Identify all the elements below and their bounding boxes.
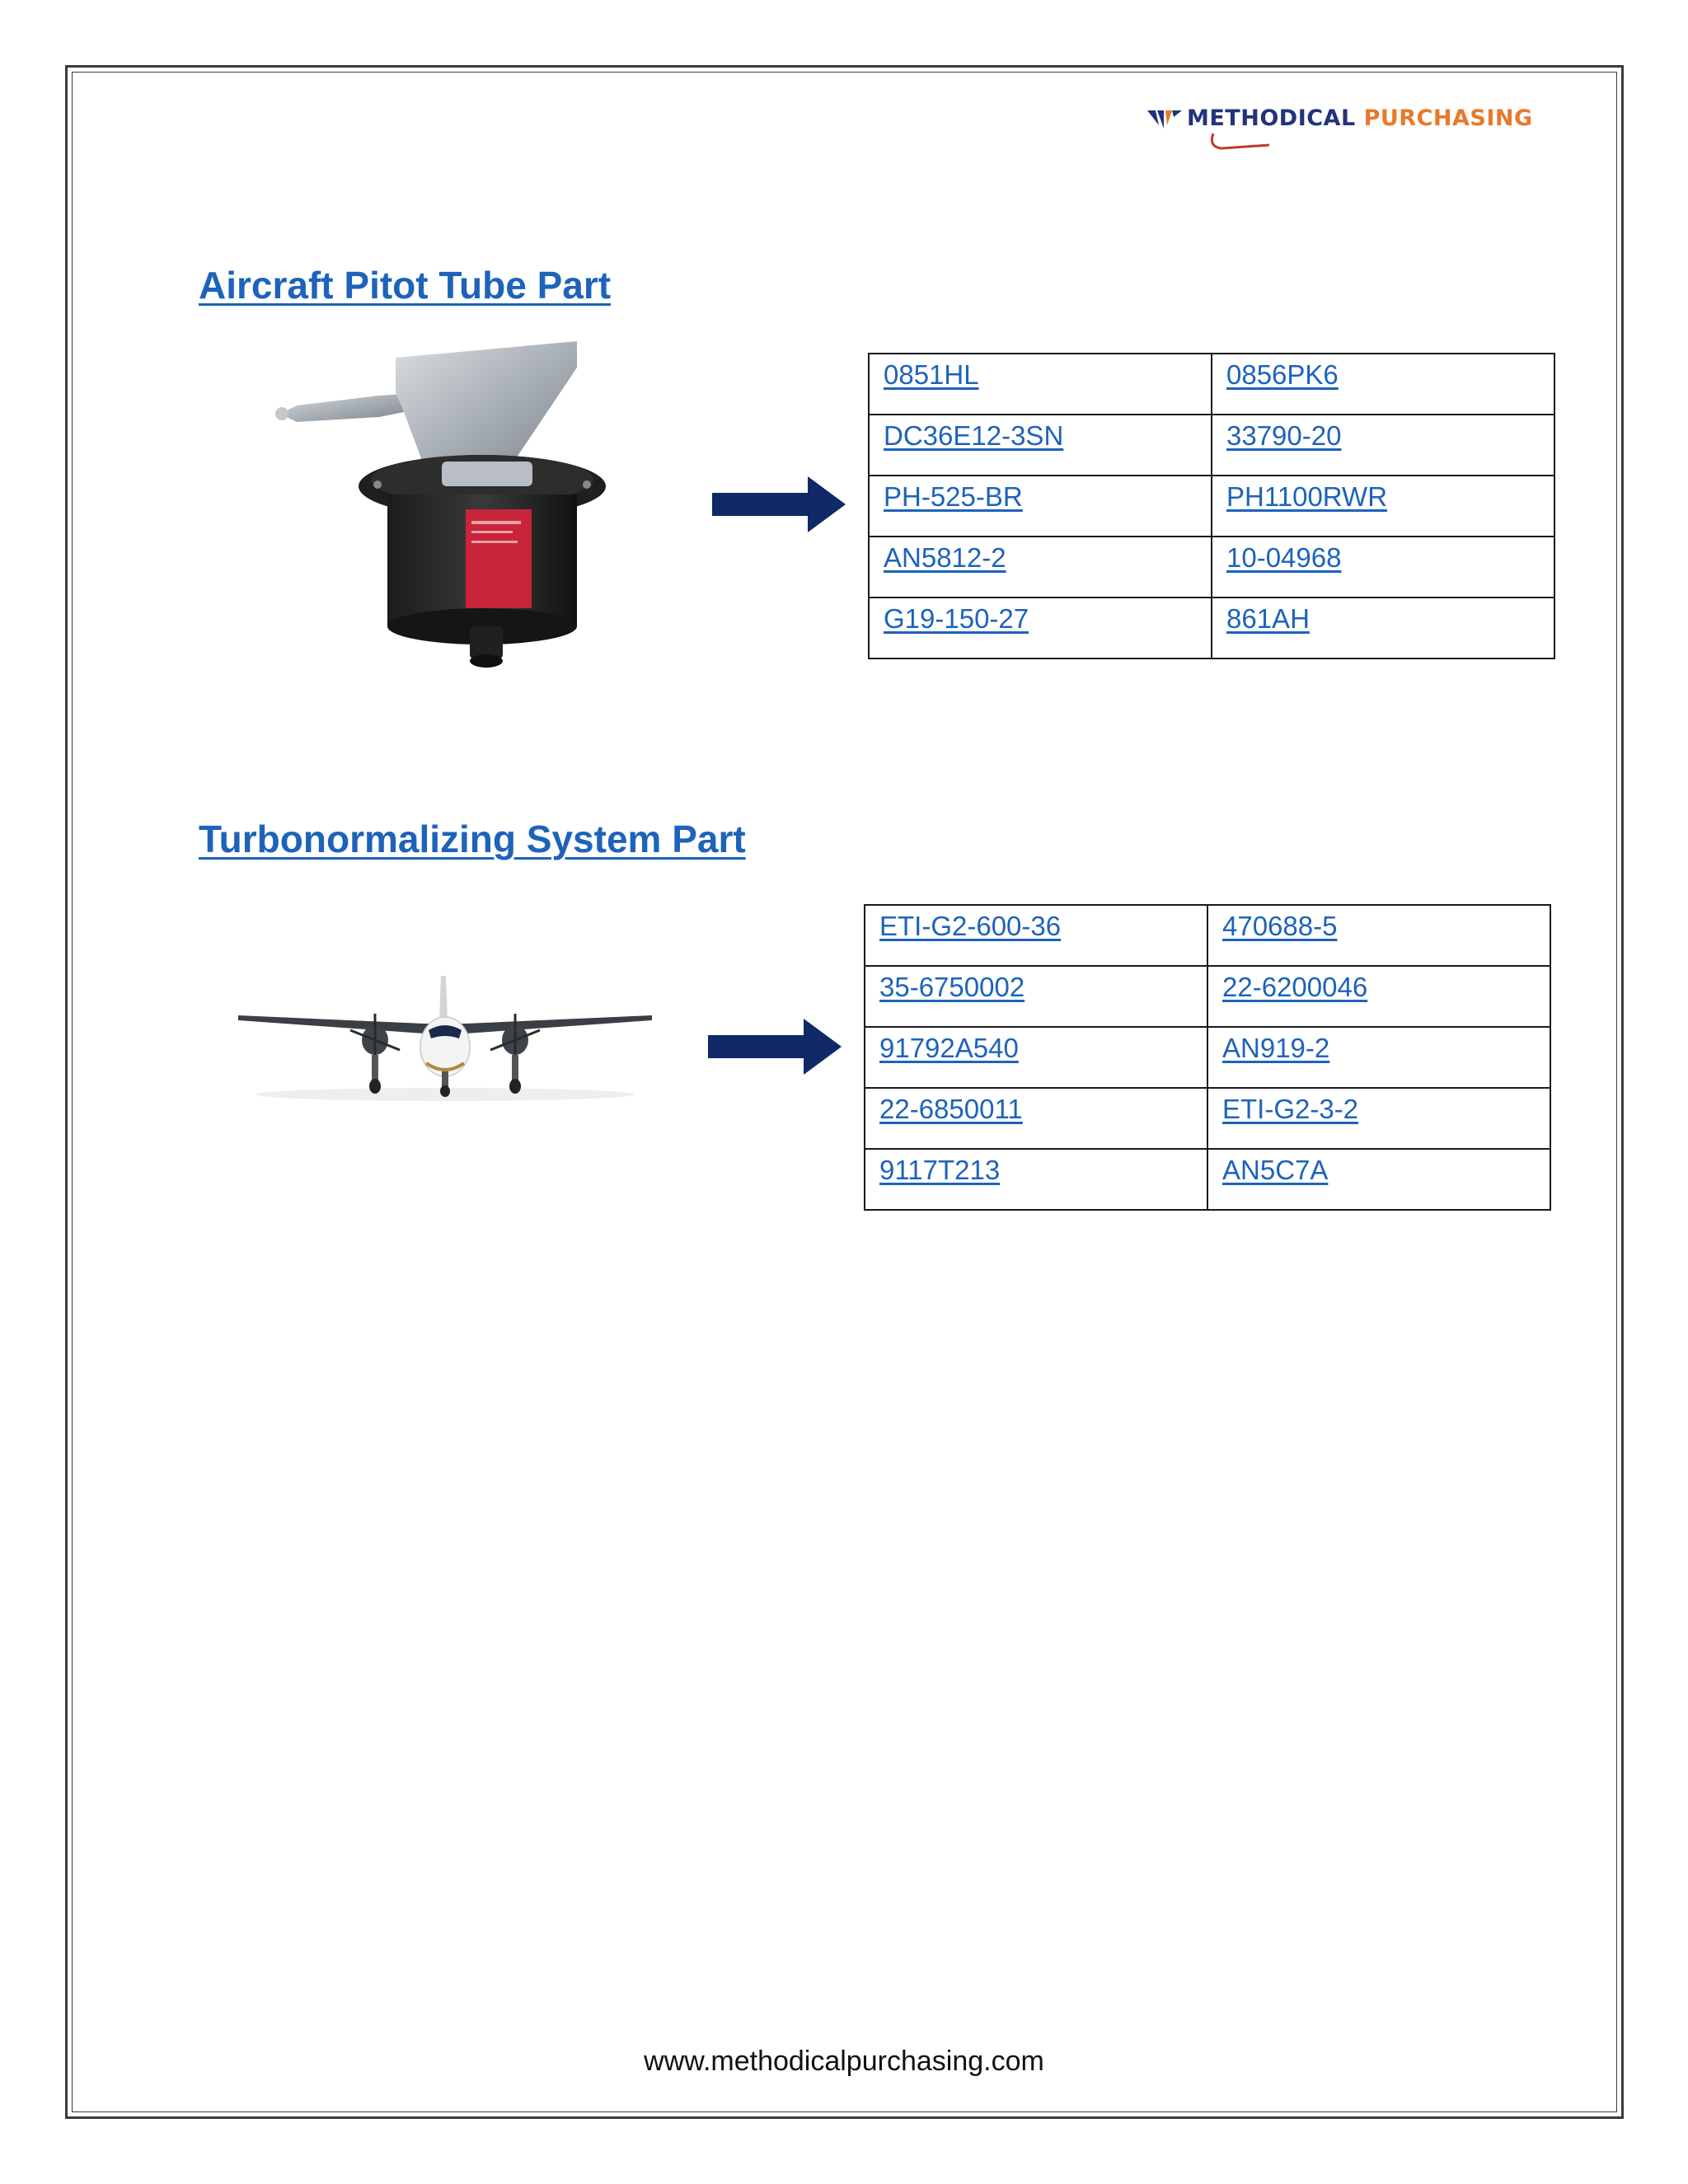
- table-row: [865, 1027, 1550, 1088]
- table-cell: [1212, 537, 1554, 598]
- footer-website: www.methodicalpurchasing.com: [644, 2046, 1044, 2077]
- table-cell: [865, 905, 1207, 966]
- part-link[interactable]: 35-6750002: [879, 972, 1025, 1002]
- table-row: [869, 537, 1554, 598]
- parts-table-turbonormalizing: [864, 904, 1551, 1211]
- logo-mark-icon: [1147, 109, 1184, 130]
- table-row: [865, 1088, 1550, 1149]
- pitot-tube-photo: [264, 338, 676, 684]
- table-cell: [865, 1088, 1207, 1149]
- table-cell: [869, 415, 1212, 476]
- table-row: [869, 354, 1554, 415]
- part-link[interactable]: 0856PK6: [1226, 359, 1339, 390]
- logo-swoosh-icon: [1205, 129, 1279, 153]
- part-link[interactable]: 10-04968: [1226, 542, 1342, 573]
- twin-engine-aircraft-photo: [235, 972, 655, 1104]
- part-link[interactable]: AN5812-2: [884, 542, 1006, 573]
- table-row: [869, 415, 1554, 476]
- table-cell: [865, 1027, 1207, 1088]
- part-link[interactable]: 91792A540: [879, 1033, 1019, 1063]
- part-link[interactable]: 22-6850011: [879, 1094, 1023, 1124]
- section-title-pitot-tube: Aircraft Pitot Tube Part: [199, 264, 612, 307]
- table-cell: [869, 537, 1212, 598]
- table-cell: [1207, 905, 1550, 966]
- part-link[interactable]: 9117T213: [879, 1155, 1001, 1185]
- table-cell: [865, 1149, 1207, 1210]
- table-cell: [1207, 1088, 1550, 1149]
- logo-word-purchasing: PURCHASING: [1363, 105, 1533, 131]
- table-cell: [1212, 354, 1554, 415]
- table-cell: [1212, 476, 1554, 537]
- table-row: [869, 476, 1554, 537]
- table-cell: [869, 476, 1212, 537]
- part-link[interactable]: PH1100RWR: [1226, 481, 1388, 512]
- part-link[interactable]: AN5C7A: [1222, 1155, 1329, 1185]
- arrow-right-icon: [705, 1014, 845, 1080]
- logo-word-methodical: METHODICAL: [1187, 105, 1356, 131]
- table-cell: [1207, 1149, 1550, 1210]
- table-row: [865, 905, 1550, 966]
- table-cell: [1212, 415, 1554, 476]
- part-link[interactable]: PH-525-BR: [884, 481, 1023, 512]
- part-link[interactable]: 33790-20: [1226, 420, 1342, 451]
- part-link[interactable]: AN919-2: [1222, 1033, 1330, 1063]
- part-link[interactable]: DC36E12-3SN: [884, 420, 1064, 451]
- part-link[interactable]: 861AH: [1226, 603, 1310, 634]
- table-cell: [1207, 966, 1550, 1027]
- methodical-purchasing-logo[interactable]: [1147, 104, 1533, 162]
- table-row: [865, 966, 1550, 1027]
- part-link[interactable]: ETI-G2-600-36: [879, 911, 1062, 941]
- part-link[interactable]: G19-150-27: [884, 603, 1029, 634]
- table-row: [869, 598, 1554, 658]
- table-cell: [869, 354, 1212, 415]
- part-link[interactable]: 0851HL: [884, 359, 979, 390]
- table-cell: [1207, 1027, 1550, 1088]
- table-row: [865, 1149, 1550, 1210]
- table-cell: [869, 598, 1212, 658]
- part-link[interactable]: 470688-5: [1222, 911, 1338, 941]
- logo-text: [1187, 105, 1533, 131]
- arrow-right-icon: [709, 471, 849, 537]
- part-link[interactable]: 22-6200046: [1222, 972, 1368, 1002]
- table-cell: [865, 966, 1207, 1027]
- section-title-turbonormalizing: Turbonormalizing System Part: [199, 818, 746, 860]
- table-cell: [1212, 598, 1554, 658]
- part-link[interactable]: ETI-G2-3-2: [1222, 1094, 1359, 1124]
- parts-table-pitot-tube: [868, 353, 1555, 659]
